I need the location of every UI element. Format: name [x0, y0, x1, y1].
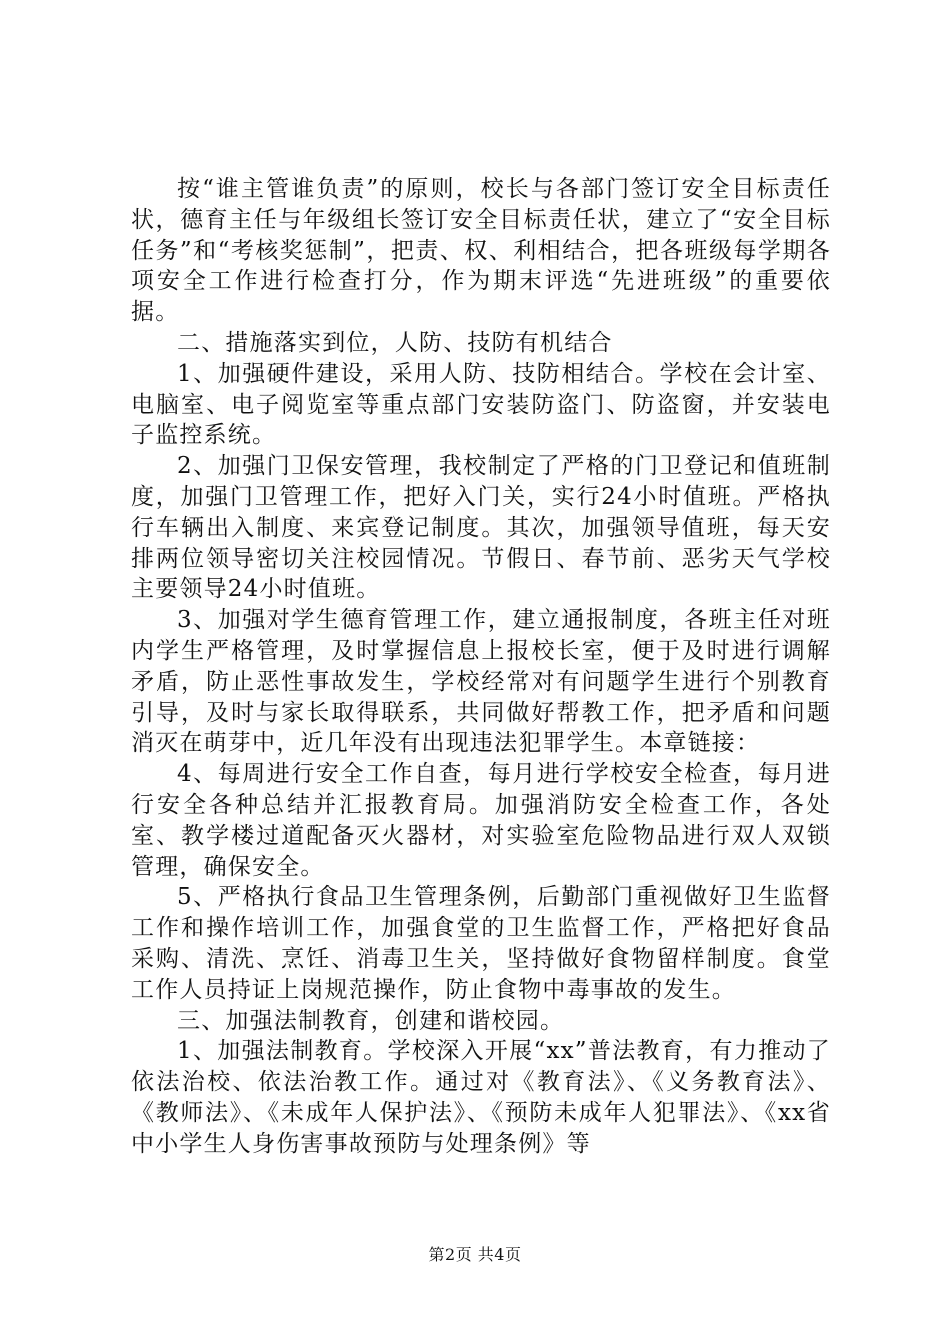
paragraph-security-guard: 2、加强门卫保安管理，我校制定了严格的门卫登记和值班制度，加强门卫管理工作，把好入门关，实行24小时值班。严格执行车辆出入制度、来宾登记制度。其次，加强领导值班，每天安排两位领导密切关注校园情况。节假日、春节前、恶劣天气学校主要领导24小时值班。: [131, 453, 831, 603]
paragraph-responsibility: 按“谁主管谁负责”的原则，校长与各部门签订安全目标责任状，德育主任与年级组长签订安全目标责任状，建立了“安全目标任务”和“考核奖惩制”，把责、权、利相结合，把各班级每学期各项安全工作进行检查打分，作为期末评选“先进班级”的重要依据。: [131, 176, 831, 326]
paragraph-hardware: 1、加强硬件建设，采用人防、技防相结合。学校在会计室、电脑室、电子阅览室等重点部门安装防盗门、防盗窗，并安装电子监控系统。: [131, 360, 831, 449]
paragraph-safety-inspection: 4、每周进行安全工作自查，每月进行学校安全检查，每月进行安全各种总结并汇报教育局。加强消防安全检查工作，各处室、教学楼过道配备灭火器材，对实验室危险物品进行双人双锁管理，确保安全。: [131, 761, 831, 880]
paragraph-legal-education: 1、加强法制教育。学校深入开展“xx”普法教育，有力推动了依法治校、依法治教工作。通过对《教育法》、《义务教育法》、《教师法》、《未成年人保护法》、《预防未成年人犯罪法》、《xx省中小学生人身伤害事故预防与处理条例》等: [131, 1038, 831, 1157]
section-heading-2: 二、措施落实到位，人防、技防有机结合: [177, 329, 613, 356]
page-number-footer: 第2页 共4页: [428, 1245, 522, 1264]
section-heading-3: 三、加强法制教育，创建和谐校园。: [177, 1007, 565, 1034]
paragraph-food-hygiene: 5、严格执行食品卫生管理条例，后勤部门重视做好卫生监督工作和操作培训工作，加强食堂的卫生监督工作，严格把好食品采购、清洗、烹饪、消毒卫生关，坚持做好食物留样制度。食堂工作人员持证上岗规范操作，防止食物中毒事故的发生。: [131, 884, 831, 1003]
document-body: [131, 174, 831, 1160]
paragraph-moral-education: 3、加强对学生德育管理工作，建立通报制度，各班主任对班内学生严格管理，及时掌握信息上报校长室，便于及时进行调解矛盾，防止恶性事故发生，学校经常对有问题学生进行个别教育引导，及时与家长取得联系，共同做好帮教工作，把矛盾和问题消灭在萌芽中，近几年没有出现违法犯罪学生。本章链接：: [131, 607, 831, 757]
